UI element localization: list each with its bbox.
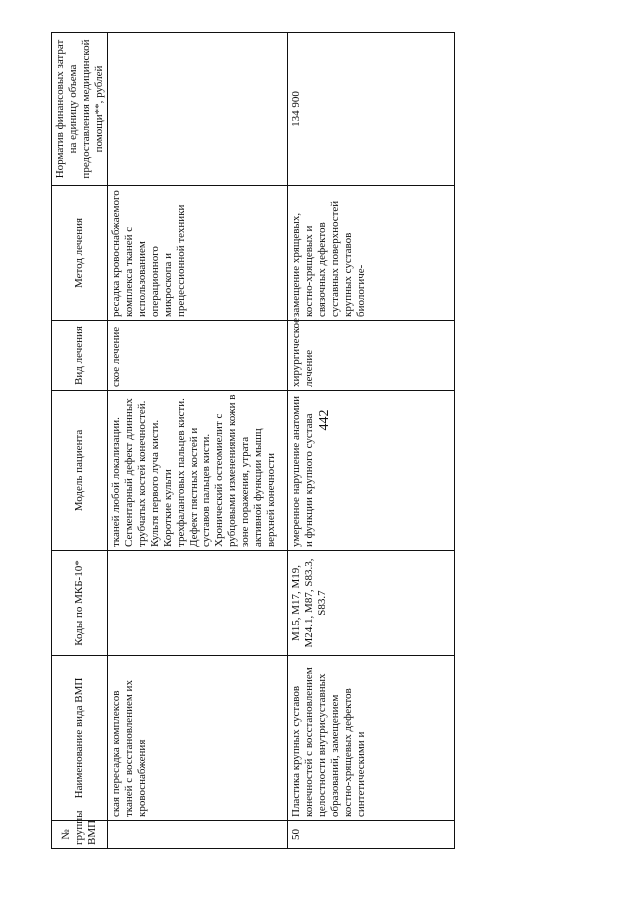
- cell-vmp-name: ская пересадка комплексов тканей с восстановлением их кровоснабжения: [108, 656, 288, 821]
- cell-cost: 134 900: [288, 33, 455, 186]
- cell-treatment-type: ское лечение: [108, 321, 288, 391]
- cell-cost: [108, 33, 288, 186]
- header-group: № группы ВМП: [52, 821, 108, 849]
- cell-treatment-type: хирургическое лечение: [288, 321, 455, 391]
- header-cost: Норматив финансовых затрат на единицу объема предоставления медицинской помощи**, рублей: [52, 33, 108, 186]
- header-icd-codes: Коды по МКБ-10*: [52, 551, 108, 656]
- vmp-table-container: [51, 33, 455, 849]
- cell-patient-model: умеренное нарушение анатомии и функции крупного сустава: [288, 391, 455, 551]
- cell-treatment-method: замещение хрящевых, костно-хрящевых и связочных дефектов суставных поверхностей крупных суставов биологиче-: [288, 186, 455, 321]
- cell-treatment-method: ресадка кровоснабжаемого комплекса тканей с использованием операционного микроскопа и прецессионной техники: [108, 186, 288, 321]
- table-header-row: [52, 33, 108, 849]
- cell-vmp-name: Пластика крупных суставов конечностей с восстановлением целостности внутрисуставных образований, замещением костно-хрящевых дефектов синтетическими и: [288, 656, 455, 821]
- header-patient-model: Модель пациента: [52, 391, 108, 551]
- header-treatment-type: Вид лечения: [52, 321, 108, 391]
- vmp-table: [51, 32, 455, 849]
- page-number: 442: [317, 409, 332, 431]
- cell-codes: [108, 551, 288, 656]
- table-row: [108, 33, 288, 849]
- cell-codes: M15, M17, M19, M24.1, M87, S83.3, S83.7: [288, 551, 455, 656]
- header-vmp-name: Наименование вида ВМП: [52, 656, 108, 821]
- cell-group: 50: [288, 821, 455, 849]
- header-treatment-method: Метод лечения: [52, 186, 108, 321]
- cell-group: [108, 821, 288, 849]
- table-row: [288, 33, 455, 849]
- cell-patient-model: тканей любой локализации. Сегментарный дефект длинных трубчатых костей конечностей. Культя первого луча кисти. Короткие культи трехфаланговых пальцев кисти. Дефект пястных костей и суставов пальцев кисти. Хронический остеомиелит с рубцовыми изменениями кожи в зоне поражения, утрата активной функции мышц верхней конечности: [108, 391, 288, 551]
